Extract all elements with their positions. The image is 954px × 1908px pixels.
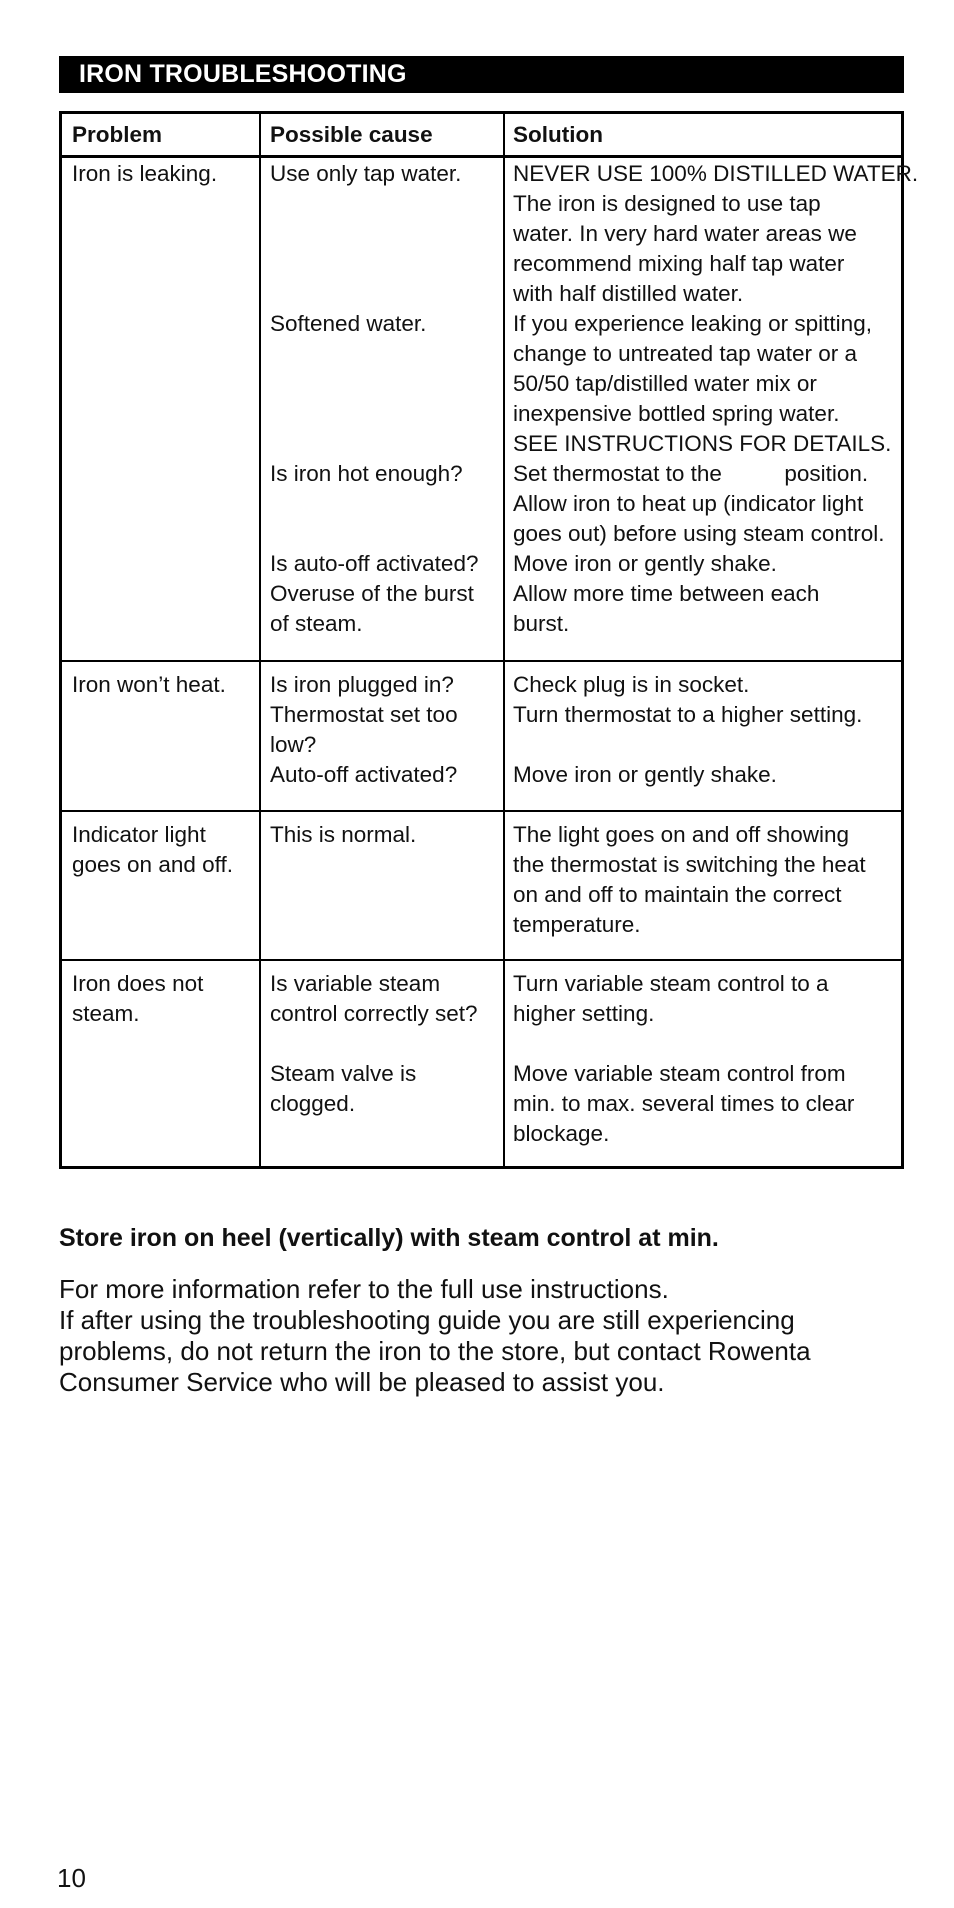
column-header-problem: Problem — [72, 122, 163, 147]
problem-cell: Iron won’t heat. — [72, 672, 226, 697]
troubleshooting-table — [59, 111, 919, 1169]
solution-cell: NEVER USE 100% DISTILLED WATER. The iron is designed to use tap water. In very hard water areas we recommend mixing half tap water with half distilled water. If you experience leaking or spitting, change to untreated tap water or a 50/50 tap/distilled water mix or inexpensive bottled spring water. SEE INSTRUCTIONS FOR DETAILS. Set thermostat to the position. Allow iron to heat up (indicator light goes out) before using steam control. Move iron or gently shake. Allow more time between each burst. — [513, 161, 919, 636]
solution-cell: The light goes on and off showing the thermostat is switching the heat on and off to maintain the correct temperature. — [513, 822, 866, 937]
cause-cell: Is variable steam control correctly set? Steam valve is clogged. — [270, 971, 478, 1116]
row-divider — [62, 959, 901, 961]
header-divider — [62, 155, 901, 158]
info-paragraph: For more information refer to the full use instructions. If after using the troubleshooting guide you are still experiencing problems, do not return the iron to the store, but contact Rowenta Consumer Service who will be pleased to assist you. — [59, 1274, 811, 1397]
storage-note: Store iron on heel (vertically) with steam control at min. — [59, 1224, 719, 1252]
column-header-solution: Solution — [513, 122, 603, 147]
solution-cell: Check plug is in socket. Turn thermostat to a higher setting. Move iron or gently shake. — [513, 672, 863, 787]
column-divider — [259, 114, 261, 1166]
problem-cell: Iron is leaking. — [72, 161, 218, 186]
cause-cell: Use only tap water. Softened water. Is iron hot enough? Is auto-off activated? Overuse of the burst of steam. — [270, 161, 479, 636]
row-divider — [62, 810, 901, 812]
problem-cell: Indicator light goes on and off. — [72, 822, 233, 877]
cause-cell: This is normal. — [270, 822, 417, 847]
row-divider — [62, 660, 901, 662]
solution-cell: Turn variable steam control to a higher setting. Move variable steam control from min. to max. several times to clear blockage. — [513, 971, 855, 1146]
column-divider — [503, 114, 505, 1166]
problem-cell: Iron does not steam. — [72, 971, 204, 1026]
section-title: IRON TROUBLESHOOTING — [59, 56, 904, 93]
page-number: 10 — [57, 1863, 86, 1893]
cause-cell: Is iron plugged in? Thermostat set too low? Auto-off activated? — [270, 672, 458, 787]
column-header-cause: Possible cause — [270, 122, 433, 147]
